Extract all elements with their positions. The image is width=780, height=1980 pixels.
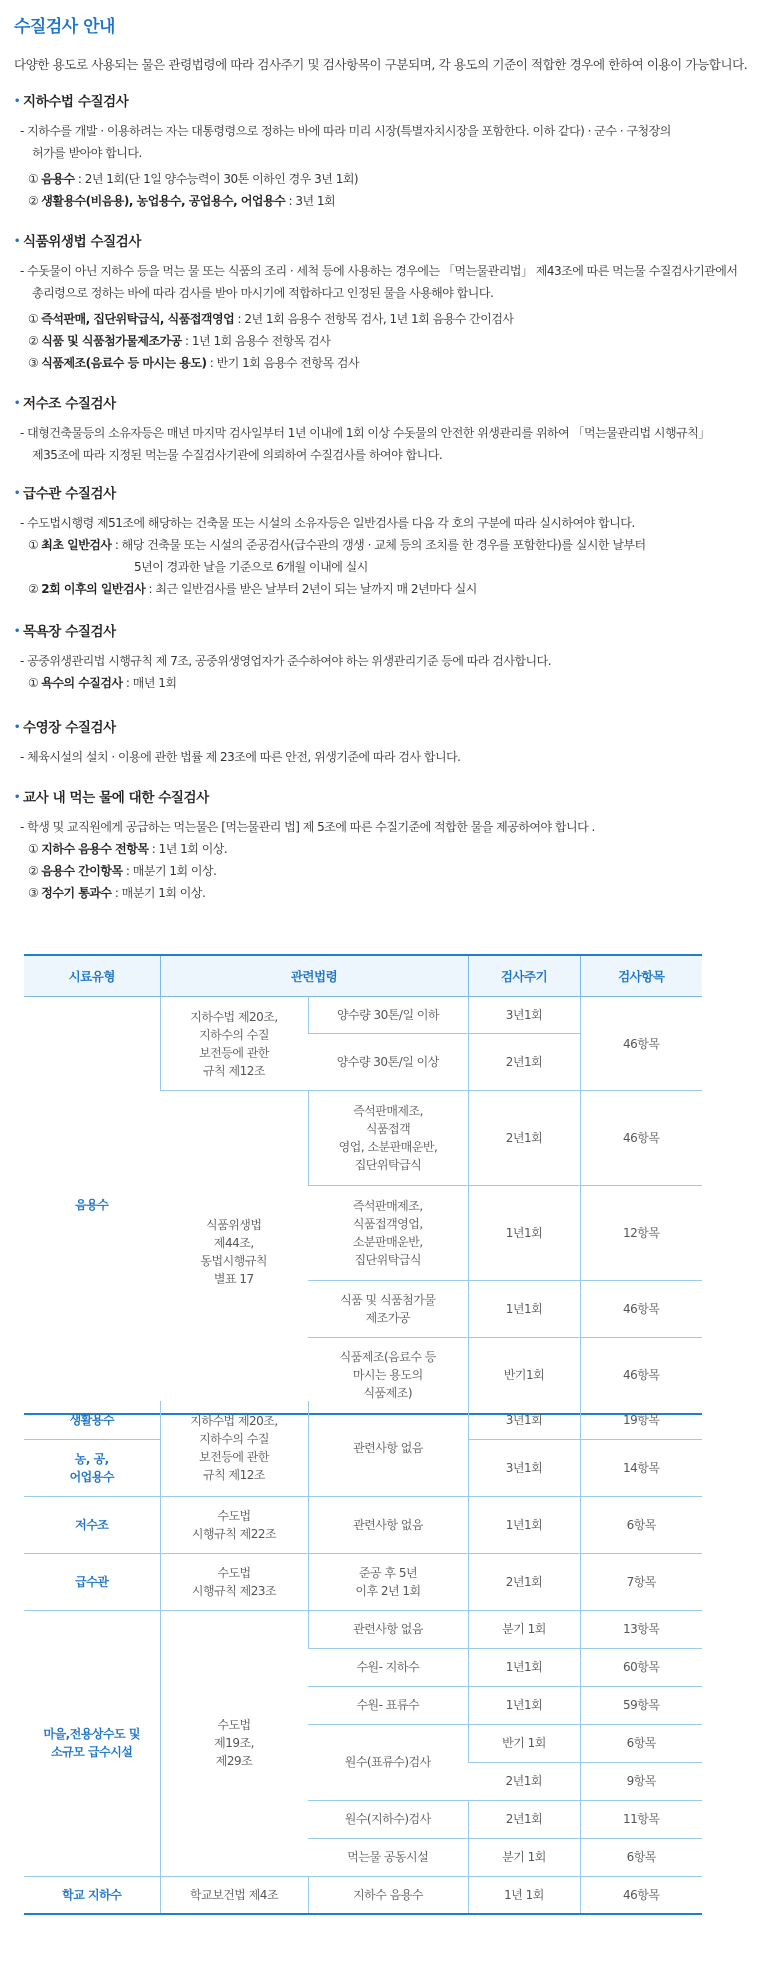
sub-cell: 관련사항 없음 [308,1610,468,1648]
section-school [14,788,774,904]
sub-cell: 먹는물 공동시설 [308,1838,468,1876]
section-heading: • 교사 내 먹는 물에 대한 수질검사 [14,790,209,806]
items-cell: 6항목 [580,1724,702,1762]
table-row [24,1401,702,1439]
sub-cell: 원수(표류수)검사 [308,1724,468,1800]
list-item: ① 욕수의 수질검사 : 매년 1회 [28,676,177,690]
list-item: ① 음용수 : 2년 1회(단 1일 양수능력이 30톤 이하인 경우 3년 1회) [28,172,359,186]
law-cell: 수도법 시행규칙 제23조 [160,1553,308,1610]
items-cell: 7항목 [580,1553,702,1610]
items-cell: 14항목 [580,1439,702,1496]
cycle-cell: 1년1회 [468,1186,580,1281]
items-cell: 46항목 [580,997,702,1091]
list-item: ① 즉석판매, 집단위탁급식, 식품접객영업 : 2년 1회 음용수 전항목 검사, 1년 1회 음용수 간이검사 [28,312,514,326]
section-heading: • 목욕장 수질검사 [14,624,116,640]
table-row [24,1610,702,1648]
section-heading: • 수영장 수질검사 [14,720,116,736]
section-desc: - 지하수를 개발 · 이용하려는 자는 대통령령으로 정하는 바에 따라 미리 시장(특별자치시장을 포함한다. 이하 같다) · 군수 · 구청장의 허가를 받아야 합니다. [20,124,671,160]
table-row [24,1553,702,1610]
page-title: 수질검사 안내 [14,17,115,37]
sub-cell: 식품제조(음료수 등 마시는 용도의 식품제조) [308,1338,468,1414]
type-cell: 학교 지하수 [24,1876,160,1914]
section-desc: - 공중위생관리법 시행규칙 제 7조, 공중위생영업자가 준수하여야 하는 위생관리기준 등에 따라 검사합니다. [20,654,552,668]
type-cell: 생활용수 [24,1401,160,1439]
section-heading: • 저수조 수질검사 [14,396,116,412]
table-row [24,1496,702,1553]
cycle-cell: 3년1회 [468,1401,580,1439]
cycle-cell: 3년1회 [468,1439,580,1496]
type-cell: 저수조 [24,1496,160,1553]
table-row [24,997,702,1034]
items-cell: 46항목 [580,1338,702,1414]
section-food [14,232,774,374]
sub-cell: 양수량 30톤/일 이상 [308,1034,468,1091]
cycle-cell: 1년1회 [468,1281,580,1338]
items-cell: 46항목 [580,1091,702,1186]
items-cell: 60항목 [580,1648,702,1686]
sub-cell: 즉석판매제조, 식품접객영업, 소분판매운반, 집단위탁급식 [308,1186,468,1281]
list-item: ② 2회 이후의 일반검사 : 최근 일반검사를 받은 날부터 2년이 되는 날까지 매 2년마다 실시 [28,582,477,596]
sub-cell: 준공 후 5년 이후 2년 1회 [308,1553,468,1610]
section-desc: - 학생 및 교직원에게 공급하는 먹는물은 [먹는물관리 법] 제 5조에 따른 수질기준에 적합한 물을 제공하여야 합니다 . [20,820,595,834]
bullet-icon: • [14,398,20,409]
section-desc: - 수돗물이 아닌 지하수 등을 먹는 물 또는 식품의 조리 · 세척 등에 사용하는 경우에는 「먹는물관리법」 제43조에 따른 먹는물 수질검사기관에서 총리령으로 정하는 바에 따라 검사를 받아 마시기에 적합하다고 인정된 물을 사용해야 합니다. [20,264,738,300]
items-cell: 19항목 [580,1401,702,1439]
inspection-table-continued [24,1401,702,1915]
sub-cell: 원수(지하수)검사 [308,1800,468,1838]
law-cell: 지하수법 제20조, 지하수의 수질 보전등에 관한 규칙 제12조 [160,997,308,1091]
items-cell: 46항목 [580,1876,702,1914]
item-list [28,168,774,212]
table-header-row [24,955,702,997]
items-cell: 13항목 [580,1610,702,1648]
items-cell: 9항목 [580,1762,702,1800]
items-cell: 11항목 [580,1800,702,1838]
sub-cell: 수원- 표류수 [308,1686,468,1724]
section-bath [14,622,774,694]
list-item: ③ 식품제조(음료수 등 마시는 용도) : 반기 1회 음용수 전항목 검사 [28,356,360,370]
cycle-cell: 1년1회 [468,1648,580,1686]
sub-cell: 양수량 30톤/일 이하 [308,997,468,1034]
items-cell: 46항목 [580,1281,702,1338]
items-cell: 59항목 [580,1686,702,1724]
section-groundwater [14,92,774,212]
header-items: 검사항목 [580,955,702,997]
list-item: ② 음용수 간이항목 : 매분기 1회 이상. [28,864,217,878]
list-item: ② 생활용수(비음용), 농업용수, 공업용수, 어업용수 : 3년 1회 [28,194,336,208]
items-cell: 6항목 [580,1496,702,1553]
list-item: ① 최초 일반검사 : 해당 건축물 또는 시설의 준공검사(급수관의 갱생 · 교체 등의 조치를 한 경우를 포함한다)를 실시한 날부터 5년이 경과한 날을 기준으로 6개월 이내에 실시 [28,538,646,574]
cycle-cell: 분기 1회 [468,1610,580,1648]
header-law: 관련법령 [160,955,468,997]
bullet-icon: • [14,488,20,499]
section-desc: - 대형건축물등의 소유자등은 매년 마지막 검사일부터 1년 이내에 1회 이상 수돗물의 안전한 위생관리를 위하여 「먹는물관리법 시행규칙」 제35조에 따라 지정된 먹는물 수질검사기관에 의뢰하여 수질검사를 하여야 합니다. [20,426,710,462]
section-pool [14,718,774,768]
type-cell: 급수관 [24,1553,160,1610]
bullet-icon: • [14,722,20,733]
table-row [24,1876,702,1914]
cycle-cell: 1년 1회 [468,1876,580,1914]
sub-cell: 수원- 지하수 [308,1648,468,1686]
item-list [28,672,774,694]
type-cell: 마을,전용상수도 및 소규모 급수시설 [24,1610,160,1876]
section-desc: - 체육시설의 설치 · 이용에 관한 법률 제 23조에 따른 안전, 위생기준에 따라 검사 합니다. [20,750,461,764]
inspection-table [24,954,702,1415]
law-cell: 식품위생법 제44조, 동법시행규칙 별표 17 [160,1091,308,1414]
item-list [28,838,774,904]
list-item: ③ 정수기 통과수 : 매분기 1회 이상. [28,886,206,900]
cycle-cell: 1년1회 [468,1496,580,1553]
cycle-cell: 2년1회 [468,1091,580,1186]
cycle-cell: 분기 1회 [468,1838,580,1876]
sub-cell: 식품 및 식품첨가물 제조가공 [308,1281,468,1338]
sub-cell: 관련사항 없음 [308,1496,468,1553]
type-cell: 음용수 [24,997,160,1414]
type-cell: 농, 공, 어업용수 [24,1439,160,1496]
cycle-cell: 반기1회 [468,1338,580,1414]
cycle-cell: 2년1회 [468,1034,580,1091]
sub-cell: 관련사항 없음 [308,1401,468,1496]
law-cell: 학교보건법 제4조 [160,1876,308,1914]
bullet-icon: • [14,626,20,637]
list-item: ① 지하수 음용수 전항목 : 1년 1회 이상. [28,842,228,856]
cycle-cell: 반기 1회 [468,1724,580,1762]
list-item: ② 식품 및 식품첨가물제조가공 : 1년 1회 음용수 전항목 검사 [28,334,331,348]
section-heading: • 급수관 수질검사 [14,486,116,502]
items-cell: 6항목 [580,1838,702,1876]
item-list [28,534,774,600]
items-cell: 12항목 [580,1186,702,1281]
law-cell: 지하수법 제20조, 지하수의 수질 보전등에 관한 규칙 제12조 [160,1401,308,1496]
bullet-icon: • [14,236,20,247]
section-desc: - 수도법시행령 제51조에 해당하는 건축물 또는 시설의 소유자등은 일반검사를 다음 각 호의 구분에 따라 실시하여야 합니다. [20,516,635,530]
bullet-icon: • [14,96,20,107]
sub-cell: 즉석판매제조, 식품접객 영업, 소분판매운반, 집단위탁급식 [308,1091,468,1186]
item-list [28,308,774,374]
bullet-icon: • [14,792,20,803]
cycle-cell: 2년1회 [468,1762,580,1800]
cycle-cell: 1년1회 [468,1686,580,1724]
intro-text: 다양한 용도로 사용되는 물은 관령법령에 따라 검사주기 및 검사항목이 구분되며, 각 용도의 기준이 적합한 경우에 한하여 이용이 가능합니다. [14,57,748,72]
section-heading: • 식품위생법 수질검사 [14,234,142,250]
cycle-cell: 2년1회 [468,1553,580,1610]
section-pipe [14,484,774,600]
law-cell: 수도법 시행규칙 제22조 [160,1496,308,1553]
section-reservoir [14,394,774,466]
cycle-cell: 3년1회 [468,997,580,1034]
section-heading: • 지하수법 수질검사 [14,94,129,110]
sub-cell: 지하수 음용수 [308,1876,468,1914]
header-cycle: 검사주기 [468,955,580,997]
header-sample-type: 시료유형 [24,955,160,997]
law-cell: 수도법 제19조, 제29조 [160,1610,308,1876]
cycle-cell: 2년1회 [468,1800,580,1838]
